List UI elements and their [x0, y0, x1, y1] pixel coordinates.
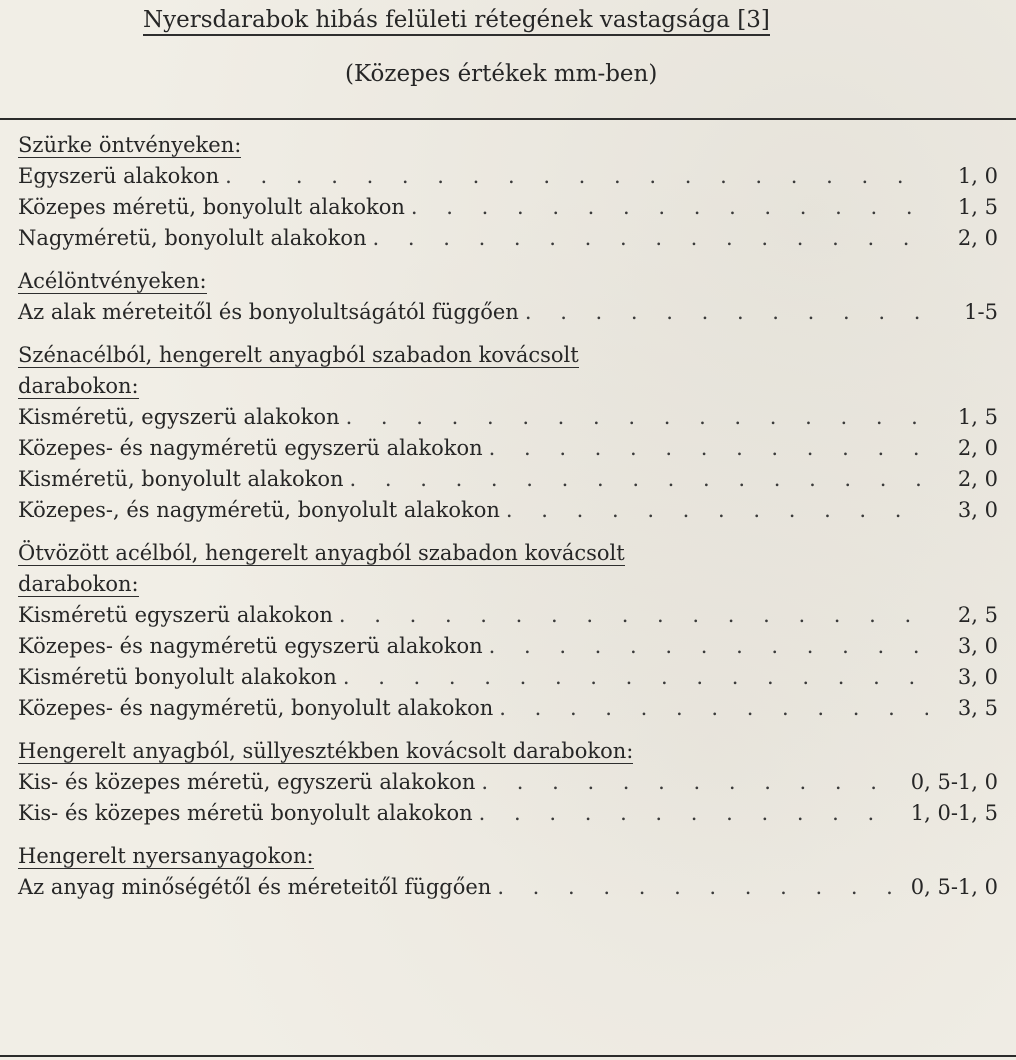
table-row [18, 464, 998, 495]
row-label: Egyszerü alakokon [18, 164, 220, 188]
row-label: Nagyméretü, bonyolult alakokon [18, 226, 367, 250]
section-heading [18, 340, 998, 371]
table-row [18, 767, 998, 798]
table-row [18, 223, 998, 254]
section-heading-text: Szürke öntvényeken: [18, 133, 242, 157]
dot-leader [506, 495, 928, 526]
dot-leader [479, 798, 901, 829]
row-value: 3, 0 [957, 498, 998, 522]
dot-leader [497, 872, 900, 903]
section-heading [18, 266, 998, 297]
section [18, 266, 998, 328]
row-value: 2, 0 [957, 467, 998, 491]
table-row [18, 798, 998, 829]
section [18, 841, 998, 903]
row-value: 2, 0 [957, 226, 998, 250]
row-label: Közepes méretü, bonyolult alakokon [18, 195, 405, 219]
section-heading-text: Szénacélból, hengerelt anyagból szabadon kovácsolt [18, 343, 579, 367]
section [18, 130, 998, 254]
table-row [18, 192, 998, 223]
table-row [18, 693, 998, 724]
dot-leader [489, 433, 928, 464]
row-value: 2, 0 [957, 436, 998, 460]
section-heading [18, 736, 998, 767]
row-value: 1, 0-1, 5 [910, 801, 998, 825]
dot-leader [489, 631, 928, 662]
row-label: Kisméretü, egyszerü alakokon [18, 405, 340, 429]
section-heading [18, 130, 998, 161]
dot-leader [525, 297, 928, 328]
section-heading-text: darabokon: [18, 572, 139, 596]
section-heading [18, 841, 998, 872]
section-heading [18, 569, 998, 600]
table-row [18, 495, 998, 526]
top-rule [0, 118, 1016, 120]
row-label: Az anyag minőségétől és méreteitől függően [18, 875, 492, 899]
row-value: 3, 5 [957, 696, 998, 720]
section-heading-text: Hengerelt nyersanyagokon: [18, 844, 314, 868]
table-row [18, 402, 998, 433]
row-label: Kisméretü bonyolult alakokon [18, 665, 337, 689]
table-row [18, 662, 998, 693]
bottom-rule [0, 1055, 1016, 1057]
section-heading-text: Ötvözött acélból, hengerelt anyagból szabadon kovácsolt [18, 541, 625, 565]
row-value: 3, 0 [957, 665, 998, 689]
section-heading [18, 538, 998, 569]
dot-leader [350, 464, 928, 495]
section [18, 538, 998, 724]
row-value: 0, 5-1, 0 [910, 770, 998, 794]
dot-leader [373, 223, 928, 254]
table-row [18, 433, 998, 464]
dot-leader [346, 402, 928, 433]
row-label: Közepes- és nagyméretü egyszerü alakokon [18, 634, 483, 658]
table-row [18, 631, 998, 662]
table-subtitle: (Közepes értékek mm-ben) [345, 61, 658, 87]
dot-leader [481, 767, 900, 798]
row-value: 0, 5-1, 0 [910, 875, 998, 899]
row-label: Kis- és közepes méretü, egyszerü alakokon [18, 770, 476, 794]
table-title-text: Nyersdarabok hibás felületi rétegének vastagsága [3] [143, 7, 770, 36]
row-label: Közepes- és nagyméretü egyszerü alakokon [18, 436, 483, 460]
section-heading-text: Acélöntvényeken: [18, 269, 207, 293]
row-value: 2, 5 [957, 603, 998, 627]
section-heading [18, 371, 998, 402]
row-value: 1, 0 [957, 164, 998, 188]
table-body [18, 130, 998, 915]
row-value: 1, 5 [957, 195, 998, 219]
dot-leader [343, 662, 928, 693]
section [18, 340, 998, 526]
row-value: 1, 5 [957, 405, 998, 429]
row-label: Közepes-, és nagyméretü, bonyolult alakokon [18, 498, 500, 522]
table-row [18, 297, 998, 328]
row-value: 1-5 [964, 300, 998, 324]
row-label: Kis- és közepes méretü bonyolult alakokon [18, 801, 473, 825]
section-heading-text: darabokon: [18, 374, 139, 398]
table-row [18, 600, 998, 631]
row-value: 3, 0 [957, 634, 998, 658]
table-row [18, 872, 998, 903]
row-label: Közepes- és nagyméretü, bonyolult alakokon [18, 696, 494, 720]
row-label: Kisméretü egyszerü alakokon [18, 603, 333, 627]
table-title [143, 4, 873, 36]
dot-leader [339, 600, 928, 631]
dot-leader [499, 693, 928, 724]
dot-leader [225, 161, 928, 192]
dot-leader [411, 192, 928, 223]
table-row [18, 161, 998, 192]
section [18, 736, 998, 829]
row-label: Kisméretü, bonyolult alakokon [18, 467, 344, 491]
section-heading-text: Hengerelt anyagból, süllyesztékben kovácsolt darabokon: [18, 739, 634, 763]
row-label: Az alak méreteitől és bonyolultságától függően [18, 300, 519, 324]
